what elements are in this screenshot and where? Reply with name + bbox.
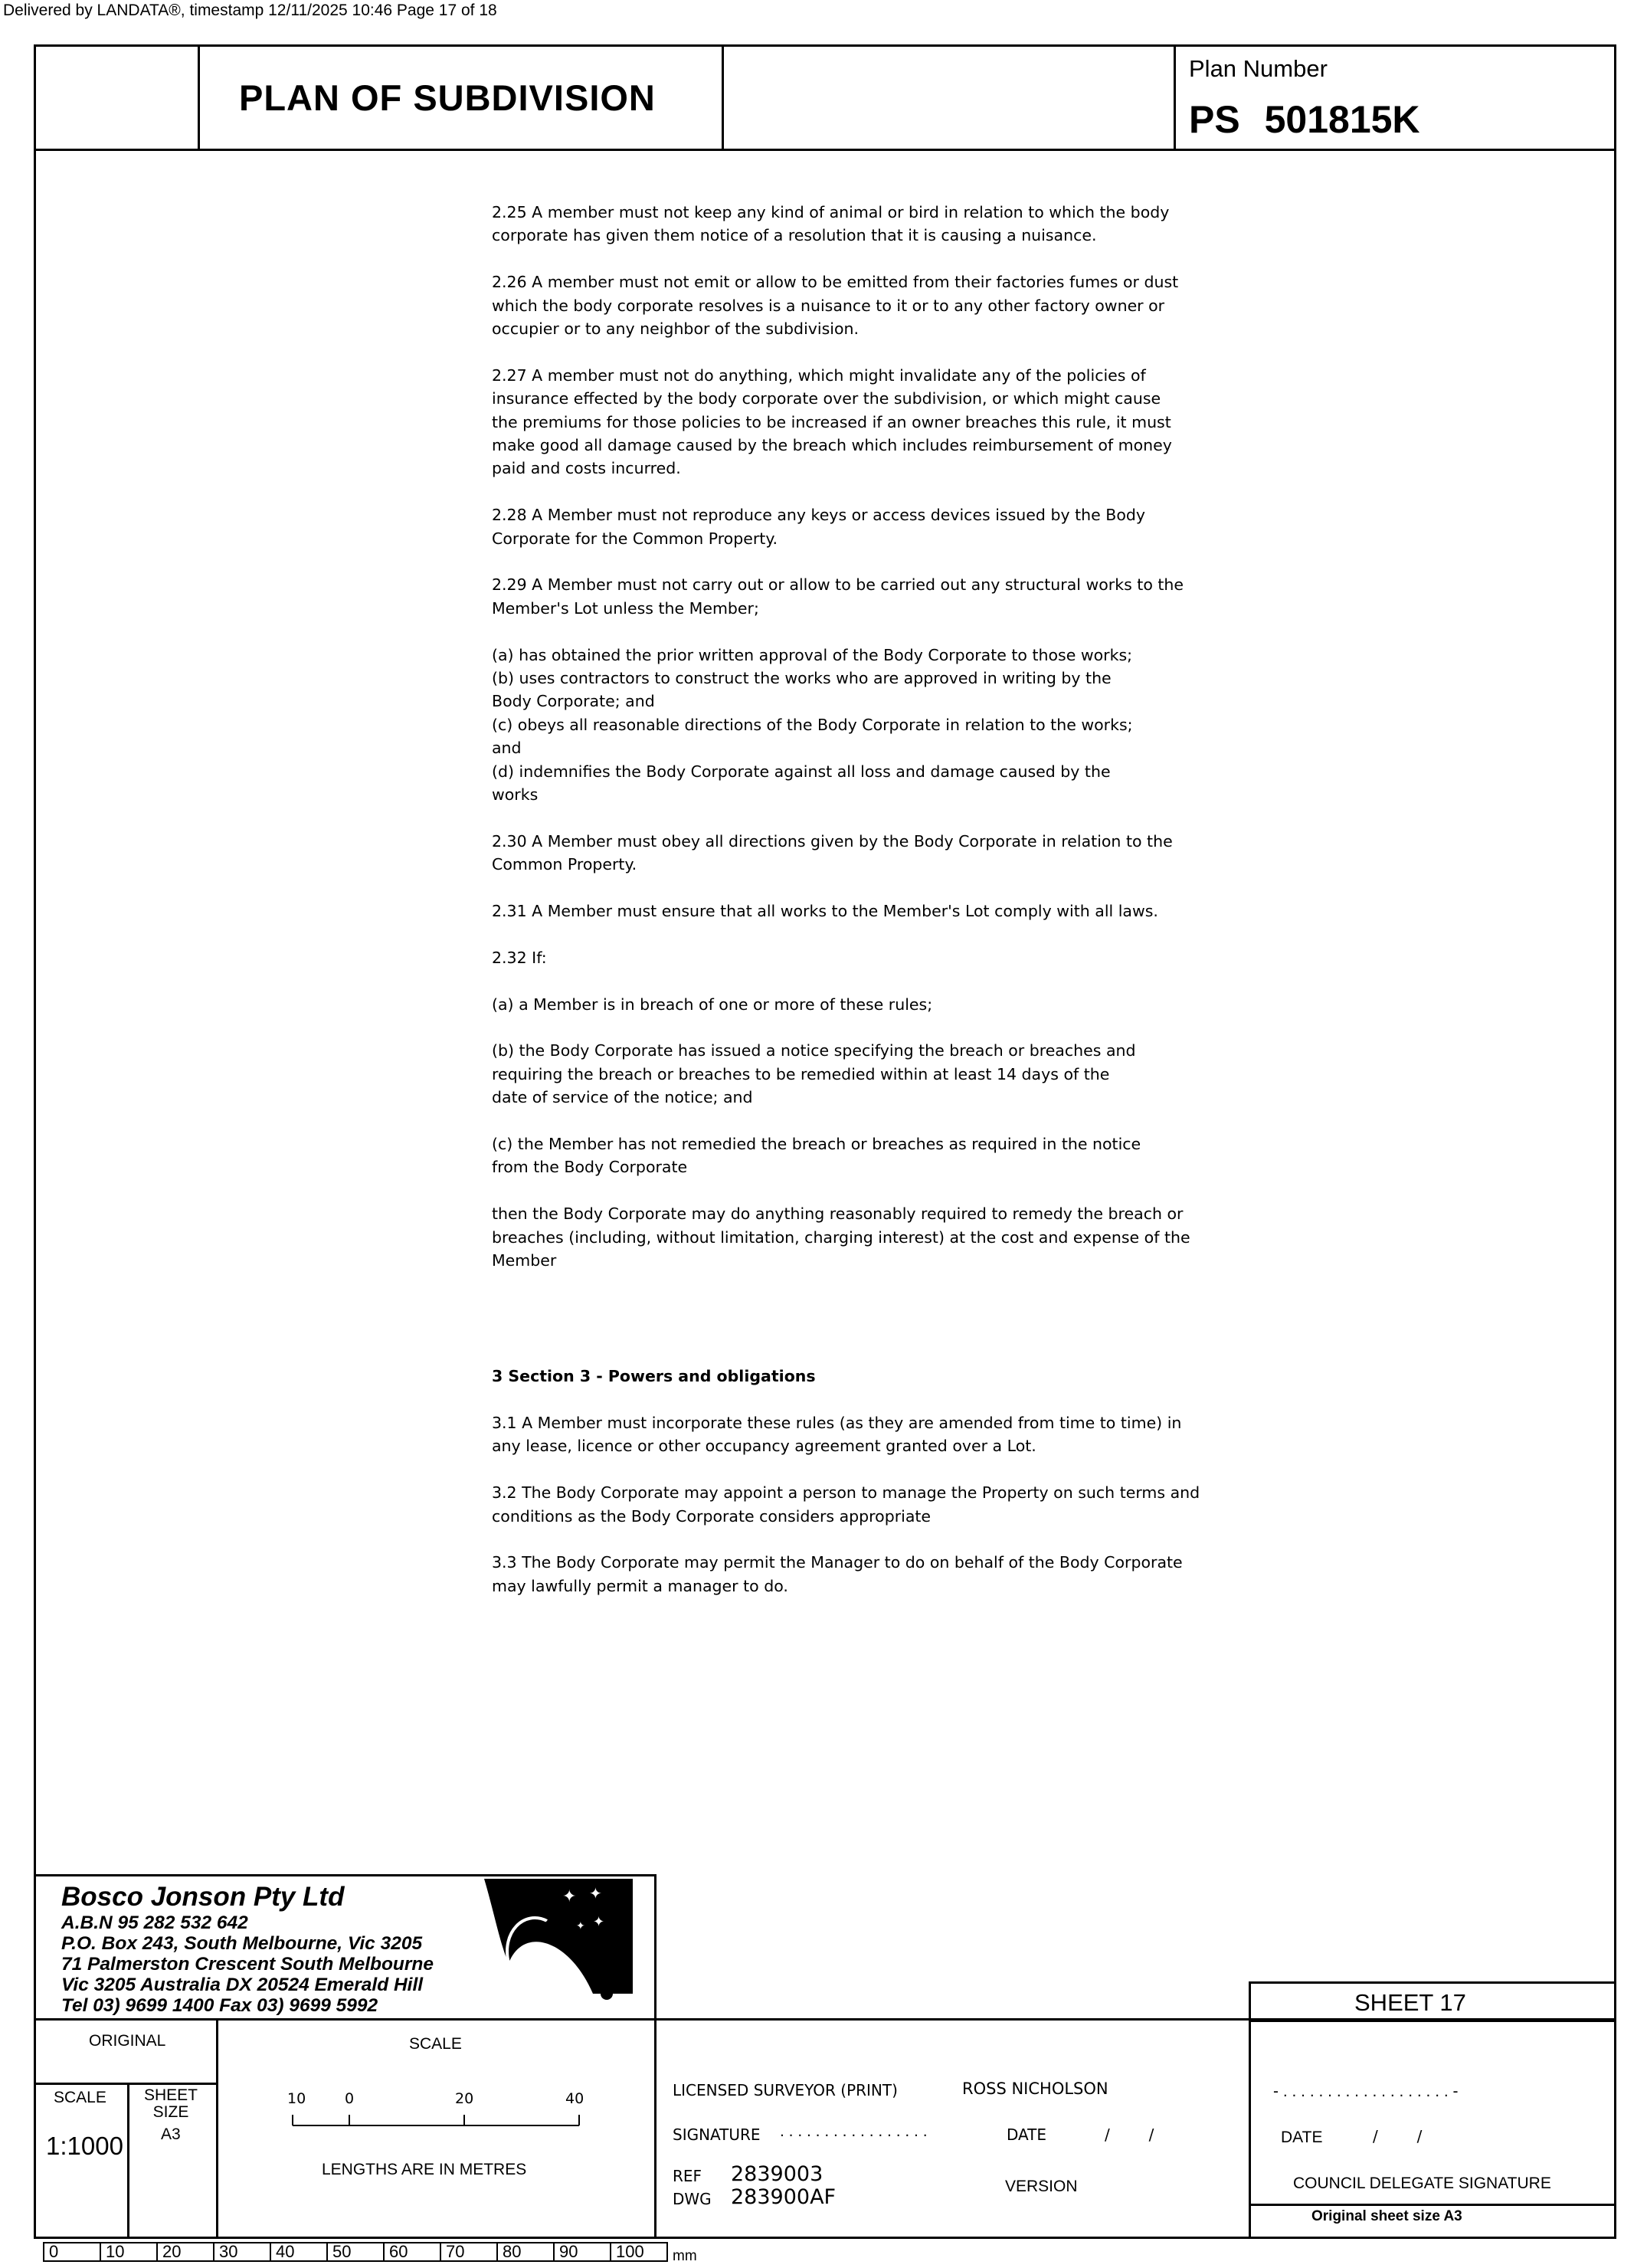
company-box-right — [654, 1874, 657, 2020]
company-logo — [478, 1879, 633, 2000]
sheet-size: A3 — [161, 2125, 181, 2143]
plan-number-label: Plan Number — [1189, 55, 1328, 82]
paragraph: 3.2 The Body Corporate may appoint a person to manage the Property on such terms and conditions as the Body Corporate considers appropriate — [492, 1483, 1200, 1526]
paragraph: 2.27 A member must not do anything, which might invalidate any of the policies of insurance effected by the body corporate over the subdivision, or which might cause the premiums for those policies to be increased if an owner breaches this rule, it must make good all damage caused by the breach which includes reimbursement of money paid and costs incurred. — [492, 365, 1172, 478]
scale-bar — [291, 2112, 582, 2127]
footer-divider-sheetsize — [127, 2084, 129, 2239]
original-sub-line — [34, 2083, 218, 2085]
sheet-size-note-line — [1249, 2204, 1616, 2206]
dwg-value: 283900AF — [731, 2185, 837, 2209]
svg-text:✦: ✦ — [576, 1920, 585, 1932]
company-po-box: P.O. Box 243, South Melbourne, Vic 3205 — [61, 1933, 423, 1954]
company-phone: Tel 03) 9699 1400 Fax 03) 9699 5992 — [61, 1995, 378, 2016]
paragraph: 2.29 A Member must not carry out or allow to be carried out any structural works to the Member's Lot unless the Member; — [492, 575, 1184, 618]
delivery-stamp: Delivered by LANDATA®, timestamp 12/11/2025 10:46 Page 17 of 18 — [3, 2, 497, 19]
header-divider-2 — [722, 44, 724, 150]
delegate-date-label: DATE — [1281, 2129, 1323, 2146]
paragraph: (c) the Member has not remedied the breach or breaches as required in the notice from the Body Corporate — [492, 1135, 1141, 1177]
scale-label: SCALE — [409, 2035, 462, 2053]
section-heading: 3 Section 3 - Powers and obligations — [492, 1367, 816, 1386]
paragraph: 2.28 A Member must not reproduce any keys or access devices issued by the Body Corporate for the Common Property. — [492, 506, 1146, 548]
paragraph: 2.30 A Member must obey all directions given by the Body Corporate in relation to the Common Property. — [492, 831, 1173, 874]
rules-text — [492, 201, 1373, 1621]
paragraph: then the Body Corporate may do anything reasonably required to remedy the breach or breaches (including, without limitation, charging interest) at the cost and expense of the Member — [492, 1204, 1190, 1270]
date-label: DATE — [1007, 2125, 1047, 2144]
svg-text:✦: ✦ — [589, 1884, 602, 1903]
date-slashes: / / — [1105, 2125, 1154, 2144]
signature-label: SIGNATURE — [673, 2125, 761, 2144]
scale-col-label: SCALE — [54, 2089, 106, 2106]
ruler-cell: 80 — [496, 2242, 555, 2262]
footer-divider-original — [216, 2020, 218, 2239]
scale-ratio: 1:1000 — [46, 2132, 123, 2160]
ref-value: 2839003 — [731, 2162, 824, 2186]
lengths-note: LENGTHS ARE IN METRES — [322, 2161, 527, 2178]
paragraph: 3.1 A Member must incorporate these rules (as they are amended from time to time) in any lease, licence or other occupancy agreement granted over a Lot. — [492, 1414, 1182, 1456]
delegate-date-slashes: / / — [1373, 2127, 1423, 2145]
ruler-cell: 30 — [213, 2242, 271, 2262]
company-street: 71 Palmerston Crescent South Melbourne — [61, 1954, 434, 1975]
sheet-label-line — [1249, 2020, 1616, 2022]
original-label: ORIGINAL — [89, 2032, 166, 2050]
surveyor-name: ROSS NICHOLSON — [962, 2080, 1108, 2098]
version-label: VERSION — [1005, 2178, 1078, 2195]
ref-label: REF — [673, 2167, 702, 2185]
header-divider-3 — [1174, 44, 1176, 150]
paragraph: 3.3 The Body Corporate may permit the Manager to do on behalf of the Body Corporate may lawfully permit a manager to do. — [492, 1553, 1183, 1595]
delegate-signature-label: COUNCIL DELEGATE SIGNATURE — [1293, 2175, 1551, 2192]
ruler-cell: 60 — [383, 2242, 441, 2262]
ruler-cell: 90 — [553, 2242, 611, 2262]
svg-text:✦: ✦ — [593, 1914, 605, 1930]
sheet-size-label: SHEET SIZE — [144, 2086, 198, 2121]
delegate-signature-line: - . . . . . . . . . . . . . . . . . . . - — [1273, 2083, 1459, 2100]
company-abn: A.B.N 95 282 532 642 — [61, 1912, 248, 1933]
header-divider-1 — [198, 44, 200, 150]
paragraph — [492, 1296, 1373, 1342]
scale-tick-label: 0 — [345, 2090, 355, 2107]
scale-tick-label: 40 — [565, 2090, 584, 2107]
ruler-unit: mm — [673, 2248, 697, 2264]
scale-tick-label: 20 — [455, 2090, 474, 2107]
original-sheet-size-note: Original sheet size A3 — [1311, 2208, 1462, 2224]
paragraph: 2.32 If: — [492, 948, 547, 967]
signature-line: . . . . . . . . . . . . . . . . . — [780, 2122, 928, 2140]
ruler-cell: 40 — [270, 2242, 328, 2262]
header-bottom-line — [34, 149, 1616, 151]
ruler-cell: 100 — [610, 2242, 668, 2262]
company-name: Bosco Jonson Pty Ltd — [61, 1882, 345, 1912]
paragraph: 2.25 A member must not keep any kind of animal or bird in relation to which the body corporate has given them notice of a resolution that it is causing a nuisance. — [492, 203, 1170, 245]
paragraph: (a) a Member is in breach of one or more of these rules; — [492, 995, 933, 1014]
ruler-cell: 20 — [156, 2242, 214, 2262]
page-title: PLAN OF SUBDIVISION — [239, 77, 656, 118]
paragraph: (b) the Body Corporate has issued a notice specifying the breach or breaches and requiring the breach or breaches to be remedied within at least 14 days of the date of service of the notice; and — [492, 1041, 1136, 1107]
company-box-top — [34, 1874, 657, 1876]
sheet-box-top — [1249, 1981, 1616, 1984]
footer-divider-scale — [654, 2020, 657, 2239]
scale-tick-label: 10 — [287, 2090, 306, 2107]
paragraph: (a) has obtained the prior written approval of the Body Corporate to those works; (b) uses contractors to construct the works who are approved in writing by the Body Corporate; and (c) obeys all reasonable directions of the Body Corporate in relation to the works; and (d) indemnifies the Body Corporate against all loss and damage caused by the works — [492, 645, 1133, 805]
ruler-cell: 70 — [440, 2242, 498, 2262]
dwg-label: DWG — [673, 2190, 712, 2208]
company-dx: Vic 3205 Australia DX 20524 Emerald Hill — [61, 1975, 424, 1995]
ruler-cell: 50 — [326, 2242, 385, 2262]
surveyor-label: LICENSED SURVEYOR (PRINT) — [673, 2081, 898, 2099]
paragraph: 2.31 A Member must ensure that all works to the Member's Lot comply with all laws. — [492, 902, 1158, 921]
sheet-number: SHEET 17 — [1354, 1989, 1466, 2016]
ruler-cell: 0 — [43, 2242, 101, 2262]
paragraph: 2.26 A member must not emit or allow to be emitted from their factories fumes or dust which the body corporate resolves is a nuisance to it or to any other factory owner or occupier or to any neighbor of the subdivision. — [492, 273, 1179, 339]
plan-number: PS 501815K — [1189, 98, 1420, 141]
svg-text:✦: ✦ — [562, 1887, 577, 1906]
company-block — [61, 1882, 434, 2016]
ruler-cell: 10 — [100, 2242, 158, 2262]
sheet-box-left — [1249, 1981, 1251, 2239]
